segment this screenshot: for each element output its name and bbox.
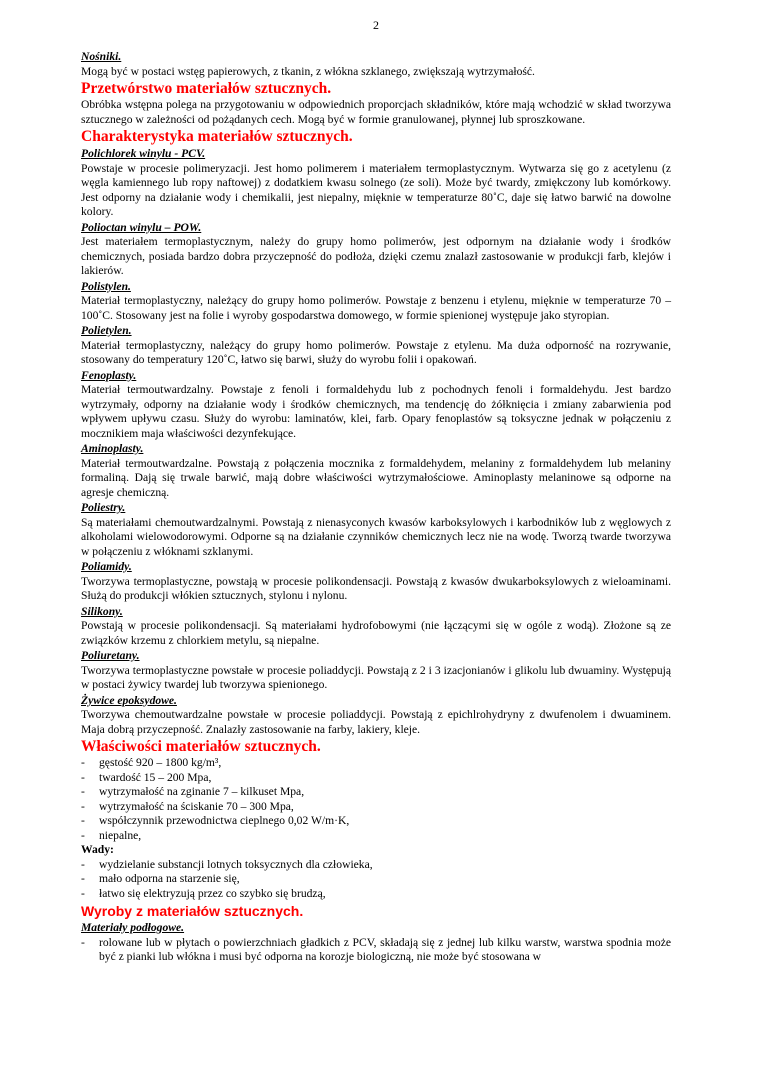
- list-item: [81, 771, 671, 786]
- list-item: [81, 887, 671, 902]
- subheading: Materiały podłogowe.: [81, 921, 185, 934]
- list-dash: -: [81, 799, 85, 813]
- paragraph: Powstają w procesie polikondensacji. Są materiałami hydrofobowymi (nie łączącymi się w ogóle z wodą). Złożone są ze związków krzemu z chlorkiem metylu, są niepalne.: [81, 619, 671, 647]
- list-item-text: mało odporna na starzenie się,: [99, 872, 240, 885]
- subheading: Aminoplasty.: [81, 442, 144, 455]
- paragraph: Tworzywa termoplastyczne, powstają w procesie polikondensacji. Powstają z kwasów dwukarboksylowych z wieloaminami. Służą do produkcji włókien sztucznych, stylonu i nylonu.: [81, 574, 671, 602]
- subheading: Polistylen.: [81, 279, 131, 293]
- list-dash: -: [81, 857, 85, 871]
- paragraph: Materiał termoplastyczny, należący do grupy homo polimerów. Powstaje z benzenu i etylenu, mięknie w temperaturze 70 – 100˚C. Stosowany jest na folie i wyroby gospodarstwa domowego, w formie spienionej występuje jako styropian.: [81, 294, 671, 322]
- subheading: Poliamidy.: [81, 560, 132, 573]
- section-heading: Właściwości materiałów sztucznych.: [81, 738, 321, 755]
- section-heading: Przetwórstwo materiałów sztucznych.: [81, 80, 332, 97]
- section-heading: Wyroby z materiałów sztucznych.: [81, 903, 304, 919]
- paragraph: Materiał termoplastyczny, należący do grupy homo polimerów. Powstaje z etylenu. Ma duża odporność na rozrywanie, stosowany do temperatury 120˚C, łatwo się barwi, służy do wyrobu folii i opakowań.: [81, 338, 671, 366]
- paragraph: Obróbka wstępna polega na przygotowaniu w odpowiednich proporcjach składników, które mają wchodzić w skład tworzywa sztucznego w zależności od pożądanych cech. Mogą być w formie granulowanej, płynnej lub sproszkowane.: [81, 98, 671, 126]
- list-item: [81, 872, 671, 887]
- section-heading: Charakterystyka materiałów sztucznych.: [81, 128, 353, 145]
- list-item: [81, 858, 671, 873]
- list-item-text: wytrzymałość na zginanie 7 – kilkuset Mpa,: [99, 785, 305, 798]
- subheading: Poliuretany.: [81, 649, 140, 662]
- list-item: [81, 785, 671, 800]
- list-item-text: rolowane lub w płytach o powierzchniach gładkich z PCV, składają się z jednej lub kilku warstw, warstwa spodnia może być z pianki lub włókna i musi być odporna na korozje biologiczną, nie może być stosowana w: [99, 935, 671, 963]
- document-page: [81, 0, 671, 965]
- subheading: Fenoplasty.: [81, 368, 137, 382]
- list-item: [81, 936, 671, 965]
- subheading: Nośniki.: [81, 50, 122, 63]
- subheading: Silikony.: [81, 604, 123, 618]
- list-item: [81, 829, 671, 844]
- list-item-text: niepalne,: [99, 828, 142, 842]
- list-item-text: gęstość 920 – 1800 kg/m³,: [99, 756, 222, 769]
- list-item: [81, 814, 671, 829]
- list-dash: -: [81, 756, 85, 769]
- paragraph: Są materiałami chemoutwardzalnymi. Powstają z nienasyconych kwasów karboksylowych i karbodników lub z węglowych z alkoholami wielowodorowymi. Odporne są na działanie czynników chemicznych lecz nie na wodę. Tworzą twarde tworzywa w połączeniu z włóknami szklanymi.: [81, 515, 671, 558]
- paragraph: Materiał termoutwardzalne. Powstają z połączenia mocznika z formaldehydem, melaniny z formaldehydem lub melaniny formaliną. Dają się trwale barwić, mają dobre właściwości wytrzymałościowe. Aminoplasty melaninowe są odporne na agresje chemiczną.: [81, 456, 671, 499]
- page-number: 2: [373, 18, 379, 32]
- paragraph: Tworzywa chemoutwardzalne powstałe w procesie poliaddycji. Powstają z epichlrohydryny z dwufenolem i dwuaminem. Maja dobrą przyczepność. Znalazły zastosowanie na farby, lakiery, kleje.: [81, 708, 671, 736]
- subheading: Polioctan winylu – POW.: [81, 220, 202, 234]
- bold-label: Wady:: [81, 843, 114, 856]
- paragraph: Jest materiałem termoplastycznym, należy do grupy homo polimerów, jest odpornym na działanie wody i środków chemicznych, posiada bardzo dobra przyczepność do podłoża, dzięki czemu znalazł zastosowanie w produkcji farb, klejów i lakierów.: [81, 235, 671, 277]
- list-dash: -: [81, 814, 85, 827]
- list-item-text: twardość 15 – 200 Mpa,: [99, 770, 212, 784]
- list-item-text: wydzielanie substancji lotnych toksycznych dla człowieka,: [99, 857, 373, 871]
- list-item-text: łatwo się elektryzują przez co szybko się brudzą,: [99, 886, 326, 900]
- paragraph: Mogą być w postaci wstęg papierowych, z tkanin, z włókna szklanego, zwiększają wytrzymałość.: [81, 64, 535, 78]
- subheading: Polietylen.: [81, 324, 132, 337]
- subheading: Żywice epoksydowe.: [81, 693, 177, 707]
- list-dash: -: [81, 828, 85, 842]
- document-body: [81, 50, 671, 965]
- list-dash: -: [81, 886, 85, 900]
- list-dash: -: [81, 872, 85, 885]
- list-item-text: współczynnik przewodnictwa cieplnego 0,02 W/m·K,: [99, 814, 350, 827]
- paragraph: Materiał termoutwardzalny. Powstaje z fenoli i formaldehydu lub z pochodnych fenoli i formaldehydu. Jest bardzo wytrzymały, odporny na działanie wody i środków chemicznych, ma tendencję do żółknięcia i zmiany zabarwienia pod wpływem upływu czasu. Służy do wyrobu: laminatów, klei, farb. Opary fenoplastów są toksyczne jednak w połączeniu z mocznikiem maja właściwości dezynfekujące.: [81, 383, 671, 440]
- paragraph: Powstaje w procesie polimeryzacji. Jest homo polimerem i materiałem termoplastycznym. Wytwarza się go z acetylenu (z węgla kamiennego lub ropy naftowej) z dodatkiem kwasu solnego (ze soli). Może być twardy, zmiękczony lub komórkowy. Jest odporny na działanie wody i chemikalii, jest niepalny, mięknie w temperaturze 80˚C, daje się łatwo barwić na dowolne kolory.: [81, 161, 671, 218]
- paragraph: Tworzywa termoplastyczne powstałe w procesie poliaddycji. Powstają z 2 i 3 izacjonianów i glikolu lub dwuaminy. Występują w postaci żywicy twardej lub tworzywa spienionego.: [81, 663, 671, 691]
- subheading: Polichlorek winylu - PCV.: [81, 147, 206, 160]
- list-item-text: wytrzymałość na ściskanie 70 – 300 Mpa,: [99, 799, 294, 813]
- list-item: [81, 800, 671, 815]
- list-dash: -: [81, 935, 85, 949]
- list-dash: -: [81, 770, 85, 784]
- subheading: Poliestry.: [81, 501, 126, 514]
- list-dash: -: [81, 785, 85, 798]
- list-item: [81, 756, 671, 771]
